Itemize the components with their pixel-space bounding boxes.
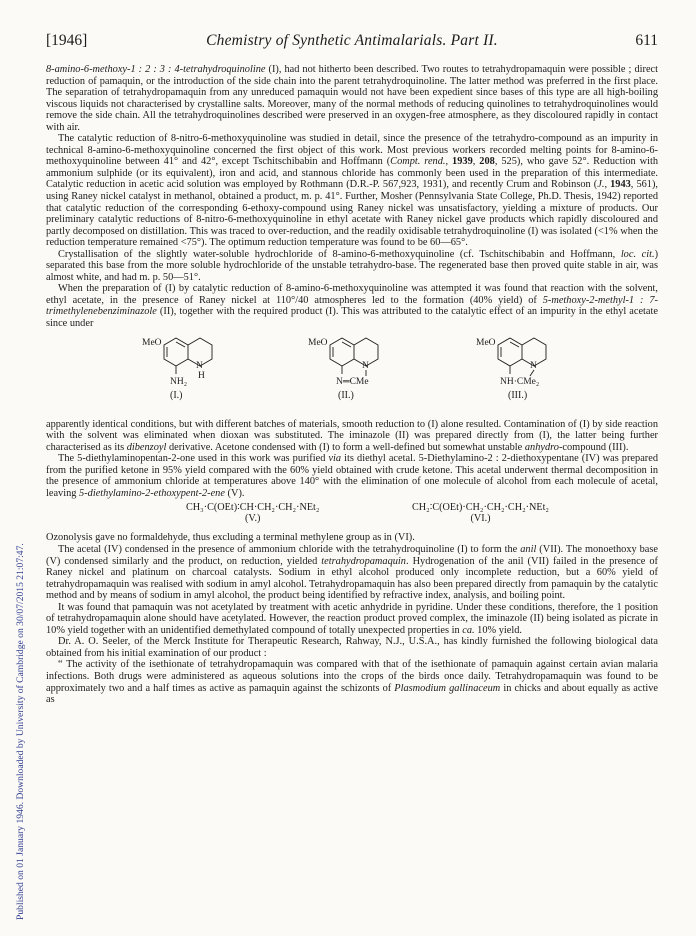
text-run: (II), together with the required product (I). This was attributed to the catalytic effect of an impurity in the ethyl acetate since under — [46, 306, 658, 330]
text-run: (I), had not hitherto been described. Two routes to tetrahydropamaquin were possible ; direct reduction of pamaquin, or the introduction of the side chain into the parent tetrahydroquinoline. The latter method was preferred in the first place. The separation of tetrahydropamaquin from any unreduced pamaquin would not have been expedient since bases of this type are all high-boiling viscous liquids not characterised by crystalline salts. Moreover, many of the normal methods of reducing quinolines to tetrahydroquinolines would remove the side chain. All the tetrahydroquinolines described were preserved in an oxygen-free atmosphere, as they discoloured rapidly in contact with air. — [46, 64, 658, 133]
structure-diagrams — [46, 332, 658, 416]
paragraph — [46, 532, 658, 544]
nitrogen-label: N — [530, 360, 537, 371]
formula-number: (VI.) — [470, 513, 491, 525]
text-run: apparently identical conditions, but with different batches of materials, smooth reduction to (I) alone resulted. Contamination of (I) by side reaction with the solvent was eliminated when dioxan was substituted. The iminazole (II) was prepared directly from (I), the latter being further characterised as its — [46, 418, 658, 453]
italic-run: loc. cit. — [620, 248, 655, 260]
text-run: , — [472, 156, 480, 168]
text-run: in chicks and about equally as active as — [46, 682, 658, 706]
paragraph — [46, 453, 658, 499]
paragraph — [46, 659, 658, 705]
text-run: (VII). The monoethoxy base (V) condensed similarly and the product, on reduction, yielded — [46, 543, 658, 567]
text-run: Ozonolysis gave no formaldehyde, thus excluding a terminal methylene group as in (VI). — [46, 532, 415, 544]
formula-number: (V.) — [245, 513, 261, 525]
text-run: -compound (III). — [558, 441, 629, 453]
header-title: Chemistry of Synthetic Antimalarials. Part II. — [206, 32, 498, 49]
bold-run: 1939 — [452, 156, 473, 168]
text-run: The acetal (IV) condensed in the presence of ammonium chloride with the tetrahydroquinoline (I) to form the — [58, 543, 521, 555]
formula-text: CH₂∶C(OEt)·CH₂·CH₂·CH₂·NEt₂ — [412, 502, 549, 514]
text-run: 10% yield. — [474, 624, 522, 636]
text-run: When the preparation of (I) by catalytic reduction of 8-amino-6-methoxyquinoline was attempted it was found that reaction with the solvent, ethyl acetate, in the presence of Raney nickel at 110°/40 atmospheres led to the formation (40% yield) of — [46, 283, 658, 306]
text-run: (V). — [224, 487, 245, 499]
text-run: derivative. Acetone condensed with (I) to form a well-defined but somewhat unstable — [166, 441, 525, 453]
italic-run: 8-amino-6-methoxy-1 : 2 : 3 : 4-tetrahydroquinoline — [46, 64, 266, 75]
formula-text: CH₃·C(OEt)∶CH·CH₂·CH₂·NEt₂ — [186, 502, 320, 514]
substituent-label: N═CMe — [336, 376, 369, 387]
italic-run: anil — [520, 543, 537, 555]
provenance-sidebar — [15, 150, 29, 920]
paragraph — [46, 283, 658, 329]
provenance-text: Published on 01 January 1946. Downloaded by University of Cambridge on 30/07/2015 21:07:47. — [15, 543, 26, 920]
structure-number: (III.) — [508, 389, 528, 401]
substituent-label: NH₂ — [170, 376, 188, 387]
paragraph — [46, 544, 658, 602]
italic-run: tetrahydropamaquin — [321, 555, 406, 567]
structure-number: (I.) — [170, 389, 183, 401]
structure-I — [142, 332, 262, 414]
nitrogen-label: N — [196, 360, 203, 371]
structure-number: (II.) — [338, 389, 354, 401]
paragraph — [46, 249, 658, 284]
text-run: , — [445, 156, 453, 168]
text-run: Dr. A. O. Seeler, of the Merck Institute for Therapeutic Research, Rahway, N.J., U.S.A., has kindly furnished the following biological data obtained from his initial examination of our product : — [46, 636, 658, 659]
text-run: ) separated this base from the more soluble hydrochloride of the unstable tetrahydro-base. The regenerated base then proved quite stable in air, was almost white, and had m. p. 50—51°. — [46, 248, 659, 283]
paragraph — [46, 64, 658, 133]
italic-run: Plasmodium gallinaceum — [394, 682, 501, 694]
paragraph — [46, 602, 658, 637]
text-run: , 525), who gave 52°. Reduction with ammonium sulphide (or its equivalent), iron and acid, and stannous chloride has commonly been used in the preparation of this intermediate. Catalytic reduction in acetic acid solution was employed by Rothmann (D.R.-P. 567,923, 1931), and recently Crum and Robinson ( — [46, 156, 659, 191]
italic-run: J. — [597, 179, 605, 191]
italic-run: 5-methoxy-2-methyl-1 : 7-trimethylenebenziminazole — [46, 294, 658, 318]
text-run: . Hydrogenation of the anil (VII) failed in the presence of Raney nickel and platinum on charcoal catalysts. Sodium in ethyl alcohol produced only incomplete reduction, but a 60% yield of tetrahydropamaquin was realised with sodium in amyl alcohol. Tetrahydropamaquin has also been prepared directly from pamaquin by the catalytic method and by means of sodium in amyl alcohol, the product being identified by refractive index, analysis, and boiling point. — [46, 555, 658, 602]
bold-run: 1943 — [610, 179, 631, 191]
text-run: It was found that pamaquin was not acetylated by treatment with acetic anhydride in pyridine. Under these conditions, therefore, the 1 position of tetrahydropamaquin alone should have acetylated. However, the reaction product proved complex, the iminazole (II) being isolated as picrate in 10% yield together with an unidentified demethylated compound of totally unexpected properties in — [46, 601, 658, 636]
text-run: Crystallisation of the slightly water-soluble hydrochloride of 8-amino-6-methoxyquinoline (cf. Tschitschibabin and Hoffmann, — [58, 248, 621, 260]
substituent-label: NH·CMe₂ — [500, 376, 540, 387]
text-run: The 5-diethylaminopentan-2-one used in this work was purified — [58, 453, 329, 465]
formula-VI — [412, 502, 549, 524]
page-number: 611 — [635, 32, 658, 49]
italic-run: Compt. rend. — [390, 156, 446, 168]
italic-run: via — [328, 453, 342, 465]
italic-run: dibenzoyl — [126, 441, 167, 453]
text-run: , 561), using Raney nickel catalyst in methanol, obtained a product, m. p. 41°. Further, Mosher (Pennsylvania State College, Ph.D. Thesis, 1942) reported that catalytic reduction of the corresponding 6-ethoxy-compound using Raney nickel was unsatisfactory, yielding a mixture of products. Our preliminary catalytic reductions of 8-nitro-6-methoxyquinoline in ethyl acetate with Raney nickel gave products which rapidly discoloured and partly decomposed on distillation. This was traced to over-reduction, and the readily oxidisable tetrahydroquinoline (I) was isolated (<1% when the reduction temperature remained <75°). The optimum reduction temperature was found to be 60—65°. — [46, 179, 659, 249]
structure-III — [476, 332, 596, 414]
paragraph — [46, 133, 658, 248]
bold-run: 208 — [479, 156, 495, 168]
methoxy-label: MeO — [476, 337, 496, 348]
text-run: “ The activity of the isethionate of tetrahydropamaquin was compared with that of the isethionate of pamaquin against certain avian malaria infections. Both drugs were administered as aqueous solutions into the crops of the birds once daily. Tetrahydropamaquin was found to be approximately two and a half times as active as pamaquin against the schizonts of — [46, 659, 658, 694]
article-body — [46, 64, 658, 706]
hydrogen-label: H — [198, 370, 205, 381]
text-run: its diethyl acetal. 5-Diethylamino-2 : 2-diethoxypentane (IV) was prepared from the purified ketone in 95% yield compared with the 60% yield obtained with crude ketone. This acetal underwent thermal decomposition in the presence of ammonium chloride at temperatures above 140° with the elimination of one molecule of alcohol from each molecule of acetal, leaving — [46, 453, 658, 499]
methoxy-label: MeO — [308, 337, 328, 348]
paragraph — [46, 636, 658, 659]
formula-pair — [46, 502, 658, 526]
running-header — [46, 32, 658, 52]
italic-run: 5-diethylamino-2-ethoxypent-2-ene — [79, 487, 225, 499]
italic-run: ca. — [462, 624, 475, 636]
formula-V — [186, 502, 319, 524]
header-year: [1946] — [46, 32, 88, 49]
text-run: The catalytic reduction of 8-nitro-6-methoxyquinoline was studied in detail, since the presence of the tetrahydro-compound as an impurity in technical 8-amino-6-methoxyquinoline concerned the first object of this work. Most previous workers recorded melting points for 8-amino-6-methoxyquinoline between 41° and 42°, except Tschitschibabin and Hoffmann ( — [46, 133, 658, 168]
italic-run: anhydro — [524, 441, 559, 453]
nitrogen-label: N — [362, 360, 369, 371]
paragraph — [46, 419, 658, 454]
text-run: , — [604, 179, 611, 191]
structure-II — [308, 332, 428, 414]
methoxy-label: MeO — [142, 337, 162, 348]
